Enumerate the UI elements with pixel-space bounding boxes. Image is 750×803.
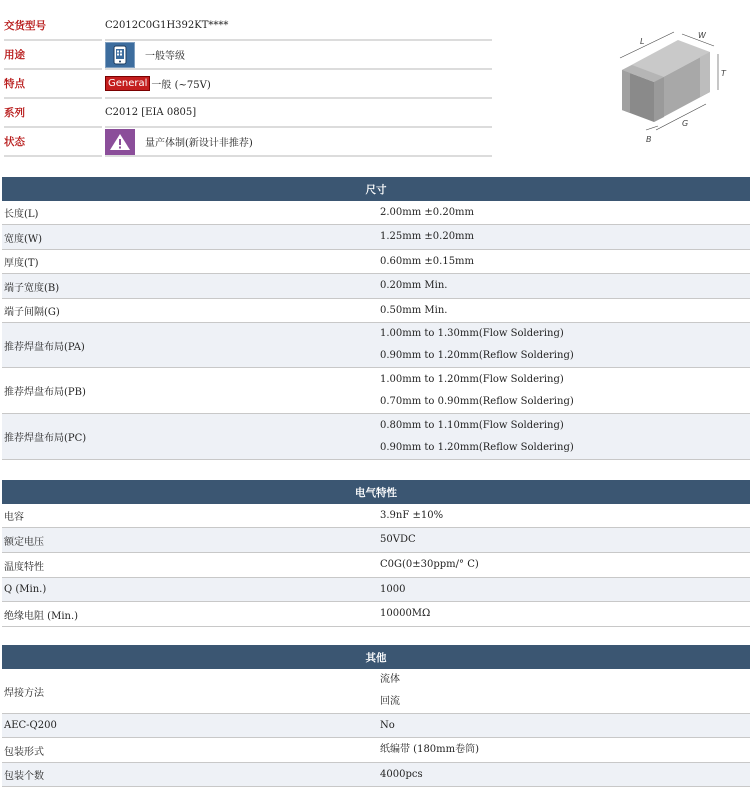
header-row-application	[2, 41, 492, 70]
part-number-value: C2012C0G1H392KT****	[105, 20, 229, 31]
feature-value: 一般 (~75V)	[151, 80, 211, 91]
row-value: C0G(0±30ppm/° C)	[380, 559, 479, 570]
row-label: 推荐焊盘布局(PC)	[4, 433, 87, 444]
row-value: 1.25mm ±0.20mm	[380, 231, 475, 242]
status-label: 状态	[4, 128, 102, 157]
row-value: 50VDC	[380, 534, 416, 545]
row-label: 推荐焊盘布局(PA)	[4, 341, 85, 353]
table-row	[2, 323, 750, 368]
row-label: 焊接方法	[4, 687, 44, 699]
dim-label-g: G	[682, 119, 689, 128]
table-row	[2, 528, 750, 553]
table-row	[2, 201, 750, 225]
status-value: 量产体制(新设计非推荐)	[145, 138, 253, 149]
row-value: 1.00mm to 1.30mm(Flow Soldering)	[380, 328, 564, 339]
table-row	[2, 602, 750, 627]
row-value: 0.90mm to 1.20mm(Reflow Soldering)	[380, 441, 574, 453]
header-row-status	[2, 128, 492, 157]
size-section	[2, 177, 750, 460]
table-row	[2, 763, 750, 787]
electrical-section-title: 电气特性	[2, 480, 750, 504]
row-value: 流体	[380, 674, 400, 685]
other-section-title: 其他	[2, 645, 750, 669]
part-number-label: 交货型号	[4, 12, 102, 41]
table-row	[2, 368, 750, 414]
row-label: 电容	[4, 512, 24, 523]
table-row	[2, 299, 750, 323]
row-value: 纸编带 (180mm卷筒)	[380, 744, 480, 755]
header-row-feature	[2, 70, 492, 99]
header-row-part-number	[2, 12, 492, 41]
row-label: AEC-Q200	[4, 720, 57, 731]
row-label: 宽度(W)	[4, 233, 43, 245]
smartphone-icon	[105, 42, 135, 68]
row-value: 0.90mm to 1.20mm(Reflow Soldering)	[380, 350, 574, 361]
row-label: 绝缘电阻 (Min.)	[4, 610, 79, 622]
row-label: 推荐焊盘布局(PB)	[4, 387, 86, 398]
row-value: 0.50mm Min.	[380, 304, 448, 316]
dim-label-l: L	[640, 37, 645, 46]
series-value: C2012 [EIA 0805]	[105, 107, 197, 118]
row-value: 1000	[380, 583, 406, 595]
row-value: 回流	[380, 696, 400, 707]
row-value: 0.70mm to 0.90mm(Reflow Soldering)	[380, 395, 574, 407]
row-value: 10000MΩ	[380, 608, 431, 619]
series-label: 系列	[4, 99, 102, 128]
row-value: No	[380, 719, 395, 731]
feature-label: 特点	[4, 70, 102, 99]
header-row-series	[2, 99, 492, 128]
row-label: 端子宽度(B)	[4, 282, 60, 294]
row-value: 0.20mm Min.	[380, 280, 448, 291]
product-header	[2, 12, 492, 157]
row-value: 3.9nF ±10%	[380, 509, 444, 521]
other-section	[2, 645, 750, 787]
application-value: 一般等级	[145, 51, 185, 62]
row-label: 端子间隔(G)	[4, 307, 60, 318]
row-value: 0.60mm ±0.15mm	[380, 255, 475, 267]
row-label: Q (Min.)	[4, 584, 47, 595]
row-label: 长度(L)	[4, 209, 39, 220]
warning-icon	[105, 129, 135, 155]
table-row	[2, 504, 750, 528]
row-label: 额定电压	[4, 536, 44, 548]
row-label: 包装个数	[4, 771, 44, 782]
size-section-title: 尺寸	[2, 177, 750, 201]
application-label: 用途	[4, 41, 102, 70]
row-value: 1.00mm to 1.20mm(Flow Soldering)	[380, 373, 564, 385]
table-row	[2, 274, 750, 299]
table-row	[2, 225, 750, 250]
row-value: 4000pcs	[380, 768, 423, 780]
table-row	[2, 414, 750, 460]
chip-dimension-diagram	[600, 30, 730, 145]
dim-label-t: T	[721, 69, 726, 78]
table-row	[2, 669, 750, 714]
dim-label-w: W	[698, 31, 706, 40]
table-row	[2, 250, 750, 274]
row-value: 2.00mm ±0.20mm	[380, 206, 475, 218]
table-row	[2, 578, 750, 602]
row-label: 温度特性	[4, 561, 44, 573]
electrical-section	[2, 480, 750, 627]
row-label: 厚度(T)	[4, 258, 39, 269]
table-row	[2, 738, 750, 763]
dim-label-b: B	[646, 135, 652, 144]
general-badge: General	[105, 76, 150, 91]
table-row	[2, 714, 750, 738]
row-label: 包装形式	[4, 746, 44, 758]
row-value: 0.80mm to 1.10mm(Flow Soldering)	[380, 419, 564, 431]
table-row	[2, 553, 750, 578]
